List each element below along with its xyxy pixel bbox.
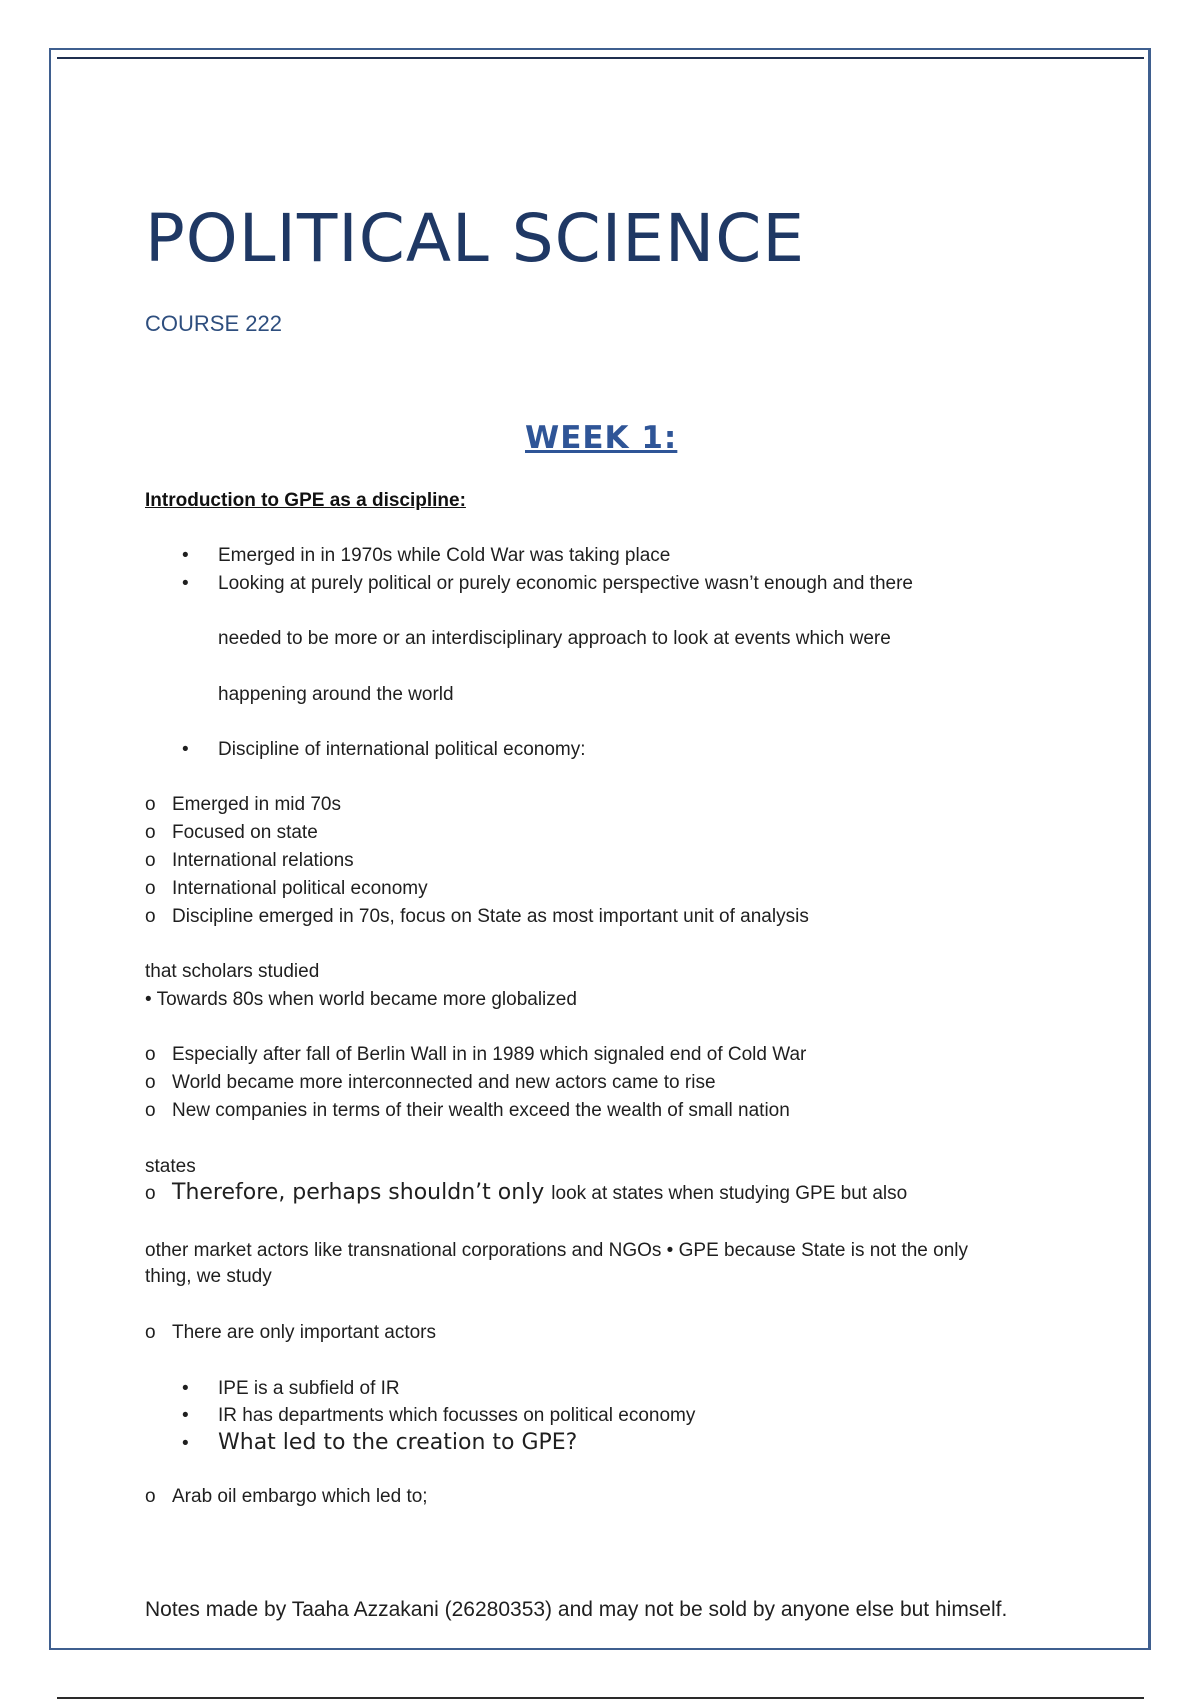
list-item: • Looking at purely political or purely economic perspective wasn’t enough and there [182,573,913,594]
footer-note: Notes made by Taaha Azzakani (26280353) and may not be sold by anyone else but himself. [145,1598,1008,1621]
paragraph-line: • Towards 80s when world became more globalized [145,989,577,1010]
list-item: • Emerged in in 1970s while Cold War was taking place [182,545,671,566]
bullet-icon: • [182,573,189,594]
circle-bullet-icon: o [145,906,156,927]
list-item-continuation: happening around the world [218,684,454,705]
paragraph-line: thing, we study [145,1266,272,1287]
top-rule [57,57,1144,59]
circle-bullet-icon: o [145,850,156,871]
list-item: • Discipline of international political economy: [182,739,586,760]
list-item-continuation: needed to be more or an interdisciplinary approach to look at events which were [218,628,891,649]
list-item: o Discipline emerged in 70s, focus on State as most important unit of analysis [145,906,809,927]
circle-bullet-icon: o [145,1100,156,1121]
document-subtitle: COURSE 222 [145,311,282,336]
bullet-icon: • [182,739,189,760]
list-item: o International relations [145,850,354,871]
list-item: • IPE is a subfield of IR [182,1378,400,1399]
list-item: o New companies in terms of their wealth exceed the wealth of small nation [145,1100,790,1121]
list-item: o Arab oil embargo which led to; [145,1486,428,1507]
paragraph-line: that scholars studied [145,961,320,982]
circle-bullet-icon: o [145,1044,156,1065]
list-item: o Especially after fall of Berlin Wall in in 1989 which signaled end of Cold War [145,1044,807,1065]
bullet-icon: • [182,1405,189,1426]
bullet-icon: • [182,1433,189,1454]
bullet-icon: • [182,545,189,566]
circle-bullet-icon: o [145,1486,156,1507]
list-item: o Emerged in mid 70s [145,794,341,815]
circle-bullet-icon: o [145,1322,156,1343]
list-item: o Therefore, perhaps shouldn’t only look at states when studying GPE but also [145,1180,908,1205]
list-item: o There are only important actors [145,1322,437,1343]
list-item: • IR has departments which focusses on political economy [182,1405,696,1426]
list-item: o Focused on state [145,822,318,843]
list-item: o World became more interconnected and new actors came to rise [145,1072,716,1093]
circle-bullet-icon: o [145,878,156,899]
list-item: • What led to the creation to GPE? [182,1430,578,1455]
list-item: o International political economy [145,878,428,899]
circle-bullet-icon: o [145,1072,156,1093]
circle-bullet-icon: o [145,1183,156,1204]
bullet-icon: • [182,1378,189,1399]
circle-bullet-icon: o [145,794,156,815]
paragraph-line: states [145,1156,196,1177]
document-title: POLITICAL SCIENCE [145,200,806,277]
bottom-rule [57,1697,1144,1699]
section-heading: Introduction to GPE as a discipline: [145,490,466,511]
paragraph-line: other market actors like transnational corporations and NGOs • GPE because State is not the only [145,1240,969,1261]
week-heading: WEEK 1: [525,420,678,456]
circle-bullet-icon: o [145,822,156,843]
